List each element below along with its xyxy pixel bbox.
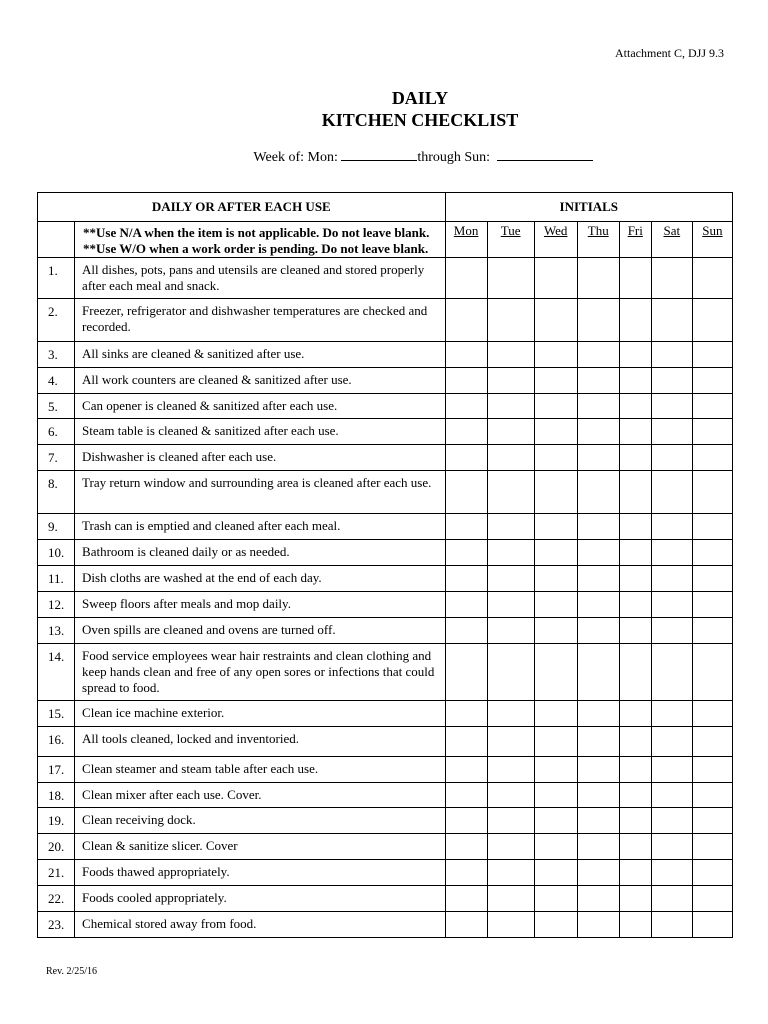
initials-cell-sun[interactable]	[692, 808, 732, 834]
item-number: 21.	[38, 860, 75, 886]
day-wed: Wed	[534, 222, 577, 258]
initials-cell-fri[interactable]	[619, 540, 651, 566]
initials-cell-tue[interactable]	[487, 701, 534, 727]
item-description: Oven spills are cleaned and ovens are turned off.	[75, 618, 446, 644]
checklist-row	[38, 514, 733, 540]
initials-cell-sat[interactable]	[651, 514, 692, 540]
initials-cell-thu[interactable]	[577, 618, 619, 644]
initials-cell-sun[interactable]	[692, 644, 732, 701]
instructions-note	[75, 222, 446, 258]
initials-cell-thu[interactable]	[577, 368, 619, 394]
initials-cell-sat[interactable]	[651, 299, 692, 342]
item-number: 16.	[38, 727, 75, 757]
initials-cell-fri[interactable]	[619, 592, 651, 618]
initials-cell-wed[interactable]	[534, 701, 577, 727]
checklist-row	[38, 299, 733, 342]
initials-cell-tue[interactable]	[487, 540, 534, 566]
item-number: 18.	[38, 783, 75, 808]
instructions-num-cell	[38, 222, 75, 258]
item-number: 20.	[38, 834, 75, 860]
initials-cell-sun[interactable]	[692, 618, 732, 644]
initials-cell-fri[interactable]	[619, 445, 651, 471]
checklist-table	[37, 192, 733, 938]
initials-cell-tue[interactable]	[487, 618, 534, 644]
initials-cell-wed[interactable]	[534, 540, 577, 566]
initials-cell-sat[interactable]	[651, 258, 692, 299]
initials-cell-tue[interactable]	[487, 834, 534, 860]
initials-cell-thu[interactable]	[577, 445, 619, 471]
initials-cell-sun[interactable]	[692, 834, 732, 860]
initials-cell-thu[interactable]	[577, 808, 619, 834]
initials-cell-fri[interactable]	[619, 514, 651, 540]
day-sun: Sun	[692, 222, 732, 258]
initials-cell-mon[interactable]	[445, 445, 487, 471]
item-description: Dish cloths are washed at the end of each day.	[75, 566, 446, 592]
table-header-row	[38, 193, 733, 222]
item-number: 14.	[38, 644, 75, 701]
attachment-label: Attachment C, DJJ 9.3	[615, 46, 724, 60]
initials-cell-sat[interactable]	[651, 912, 692, 938]
title-daily: DAILY	[391, 88, 449, 108]
initials-cell-wed[interactable]	[534, 342, 577, 368]
checklist-row	[38, 566, 733, 592]
checklist-row	[38, 912, 733, 938]
initials-cell-mon[interactable]	[445, 394, 487, 419]
day-tue: Tue	[487, 222, 534, 258]
initials-cell-mon[interactable]	[445, 757, 487, 783]
initials-cell-sun[interactable]	[692, 471, 732, 514]
initials-cell-tue[interactable]	[487, 299, 534, 342]
initials-cell-mon[interactable]	[445, 566, 487, 592]
initials-cell-tue[interactable]	[487, 808, 534, 834]
initials-cell-wed[interactable]	[534, 618, 577, 644]
item-description: All sinks are cleaned & sanitized after use.	[75, 342, 446, 368]
day-sat: Sat	[651, 222, 692, 258]
initials-cell-mon[interactable]	[445, 514, 487, 540]
day-thu: Thu	[577, 222, 619, 258]
initials-cell-fri[interactable]	[619, 618, 651, 644]
instructions-row	[38, 222, 733, 258]
checklist-row	[38, 445, 733, 471]
initials-cell-sat[interactable]	[651, 540, 692, 566]
item-description: Foods cooled appropriately.	[75, 886, 446, 912]
initials-cell-fri[interactable]	[619, 566, 651, 592]
initials-cell-mon[interactable]	[445, 783, 487, 808]
item-description: Clean & sanitize slicer. Cover	[75, 834, 446, 860]
initials-cell-sun[interactable]	[692, 566, 732, 592]
initials-cell-thu[interactable]	[577, 342, 619, 368]
initials-cell-sun[interactable]	[692, 258, 732, 299]
initials-cell-tue[interactable]	[487, 342, 534, 368]
initials-cell-wed[interactable]	[534, 368, 577, 394]
item-description: Chemical stored away from food.	[75, 912, 446, 938]
initials-cell-tue[interactable]	[487, 471, 534, 514]
initials-cell-thu[interactable]	[577, 258, 619, 299]
initials-cell-tue[interactable]	[487, 886, 534, 912]
initials-cell-thu[interactable]	[577, 540, 619, 566]
checklist-row	[38, 886, 733, 912]
initials-cell-tue[interactable]	[487, 783, 534, 808]
initials-cell-sat[interactable]	[651, 701, 692, 727]
initials-cell-tue[interactable]	[487, 445, 534, 471]
initials-cell-mon[interactable]	[445, 644, 487, 701]
item-number: 17.	[38, 757, 75, 783]
initials-cell-thu[interactable]	[577, 514, 619, 540]
initials-cell-sun[interactable]	[692, 342, 732, 368]
initials-cell-sat[interactable]	[651, 592, 692, 618]
initials-cell-tue[interactable]	[487, 912, 534, 938]
checklist-row	[38, 258, 733, 299]
checklist-row	[38, 834, 733, 860]
initials-cell-mon[interactable]	[445, 834, 487, 860]
initials-cell-fri[interactable]	[619, 886, 651, 912]
initials-cell-sun[interactable]	[692, 860, 732, 886]
initials-cell-sat[interactable]	[651, 368, 692, 394]
initials-cell-thu[interactable]	[577, 299, 619, 342]
checklist-row	[38, 394, 733, 419]
item-description: Food service employees wear hair restraints and clean clothing and keep hands clean and free of any open sores or infections that could spread to food.	[75, 644, 446, 701]
item-number: 4.	[38, 368, 75, 394]
initials-cell-mon[interactable]	[445, 618, 487, 644]
initials-cell-mon[interactable]	[445, 860, 487, 886]
week-sun-blank[interactable]	[497, 148, 593, 161]
title-kitchen-checklist: KITCHEN CHECKLIST	[321, 110, 519, 130]
initials-cell-sun[interactable]	[692, 540, 732, 566]
item-description: Steam table is cleaned & sanitized after each use.	[75, 419, 446, 445]
initials-cell-fri[interactable]	[619, 471, 651, 514]
initials-cell-thu[interactable]	[577, 701, 619, 727]
item-description: Clean mixer after each use. Cover.	[75, 783, 446, 808]
initials-cell-thu[interactable]	[577, 834, 619, 860]
initials-cell-fri[interactable]	[619, 783, 651, 808]
checklist-row	[38, 342, 733, 368]
initials-cell-mon[interactable]	[445, 342, 487, 368]
initials-cell-fri[interactable]	[619, 757, 651, 783]
week-mon-blank[interactable]	[341, 148, 417, 161]
item-description: Tray return window and surrounding area is cleaned after each use.	[75, 471, 446, 514]
day-mon: Mon	[445, 222, 487, 258]
initials-cell-thu[interactable]	[577, 757, 619, 783]
checklist-row	[38, 471, 733, 514]
initials-cell-sat[interactable]	[651, 834, 692, 860]
item-description: Foods thawed appropriately.	[75, 860, 446, 886]
initials-cell-sat[interactable]	[651, 419, 692, 445]
item-description: All dishes, pots, pans and utensils are cleaned and stored properly after each meal and snack.	[75, 258, 446, 299]
initials-cell-wed[interactable]	[534, 808, 577, 834]
checklist-row	[38, 783, 733, 808]
initials-cell-mon[interactable]	[445, 886, 487, 912]
item-number: 19.	[38, 808, 75, 834]
initials-cell-tue[interactable]	[487, 644, 534, 701]
initials-cell-fri[interactable]	[619, 368, 651, 394]
initials-cell-sun[interactable]	[692, 912, 732, 938]
item-description: Sweep floors after meals and mop daily.	[75, 592, 446, 618]
item-number: 12.	[38, 592, 75, 618]
initials-cell-mon[interactable]	[445, 727, 487, 757]
checklist-row	[38, 368, 733, 394]
note-na: **Use N/A when the item is not applicable. Do not leave blank.	[83, 225, 430, 240]
initials-cell-sun[interactable]	[692, 514, 732, 540]
initials-cell-tue[interactable]	[487, 394, 534, 419]
initials-cell-sat[interactable]	[651, 644, 692, 701]
checklist-row	[38, 727, 733, 757]
initials-cell-fri[interactable]	[619, 394, 651, 419]
initials-cell-thu[interactable]	[577, 727, 619, 757]
note-wo: **Use W/O when a work order is pending. Do not leave blank.	[83, 241, 429, 256]
initials-cell-sat[interactable]	[651, 808, 692, 834]
initials-cell-wed[interactable]	[534, 886, 577, 912]
initials-cell-thu[interactable]	[577, 592, 619, 618]
initials-cell-sun[interactable]	[692, 299, 732, 342]
daily-header: DAILY OR AFTER EACH USE	[38, 193, 446, 222]
initials-cell-mon[interactable]	[445, 808, 487, 834]
initials-cell-tue[interactable]	[487, 592, 534, 618]
checklist-row	[38, 618, 733, 644]
initials-cell-mon[interactable]	[445, 419, 487, 445]
initials-cell-wed[interactable]	[534, 445, 577, 471]
item-description: Clean steamer and steam table after each use.	[75, 757, 446, 783]
initials-cell-thu[interactable]	[577, 566, 619, 592]
item-number: 10.	[38, 540, 75, 566]
checklist-row	[38, 757, 733, 783]
initials-cell-tue[interactable]	[487, 368, 534, 394]
item-number: 5.	[38, 394, 75, 419]
checklist-row	[38, 419, 733, 445]
initials-cell-tue[interactable]	[487, 727, 534, 757]
initials-cell-thu[interactable]	[577, 394, 619, 419]
initials-cell-sat[interactable]	[651, 860, 692, 886]
item-description: All tools cleaned, locked and inventoried.	[75, 727, 446, 757]
initials-cell-wed[interactable]	[534, 258, 577, 299]
item-description: All work counters are cleaned & sanitized after use.	[75, 368, 446, 394]
initials-cell-sun[interactable]	[692, 592, 732, 618]
initials-cell-fri[interactable]	[619, 419, 651, 445]
initials-cell-mon[interactable]	[445, 540, 487, 566]
initials-cell-sun[interactable]	[692, 783, 732, 808]
week-mon-label: Week of: Mon:	[253, 150, 338, 165]
initials-cell-sun[interactable]	[692, 701, 732, 727]
initials-cell-wed[interactable]	[534, 834, 577, 860]
item-number: 7.	[38, 445, 75, 471]
initials-cell-fri[interactable]	[619, 860, 651, 886]
checklist-row	[38, 860, 733, 886]
item-number: 22.	[38, 886, 75, 912]
initials-cell-thu[interactable]	[577, 912, 619, 938]
item-number: 9.	[38, 514, 75, 540]
initials-cell-sat[interactable]	[651, 783, 692, 808]
initials-cell-thu[interactable]	[577, 419, 619, 445]
initials-cell-sat[interactable]	[651, 471, 692, 514]
item-description: Clean receiving dock.	[75, 808, 446, 834]
initials-cell-thu[interactable]	[577, 860, 619, 886]
initials-cell-wed[interactable]	[534, 566, 577, 592]
initials-cell-tue[interactable]	[487, 757, 534, 783]
initials-cell-thu[interactable]	[577, 471, 619, 514]
week-sun-label: through Sun:	[417, 150, 491, 165]
item-description: Can opener is cleaned & sanitized after each use.	[75, 394, 446, 419]
initials-cell-wed[interactable]	[534, 757, 577, 783]
initials-cell-fri[interactable]	[619, 834, 651, 860]
initials-cell-wed[interactable]	[534, 860, 577, 886]
initials-cell-mon[interactable]	[445, 299, 487, 342]
initials-cell-wed[interactable]	[534, 592, 577, 618]
initials-cell-sun[interactable]	[692, 886, 732, 912]
initials-cell-sat[interactable]	[651, 886, 692, 912]
item-number: 8.	[38, 471, 75, 514]
item-number: 3.	[38, 342, 75, 368]
initials-cell-sun[interactable]	[692, 757, 732, 783]
initials-cell-mon[interactable]	[445, 592, 487, 618]
initials-cell-mon[interactable]	[445, 701, 487, 727]
item-description: Bathroom is cleaned daily or as needed.	[75, 540, 446, 566]
initials-cell-sat[interactable]	[651, 445, 692, 471]
initials-cell-fri[interactable]	[619, 342, 651, 368]
checklist-row	[38, 701, 733, 727]
initials-cell-sat[interactable]	[651, 618, 692, 644]
revision-label: Rev. 2/25/16	[46, 966, 98, 977]
week-of-line	[0, 148, 768, 166]
initials-cell-thu[interactable]	[577, 886, 619, 912]
initials-cell-thu[interactable]	[577, 783, 619, 808]
initials-header: INITIALS	[445, 193, 732, 222]
initials-cell-sat[interactable]	[651, 394, 692, 419]
checklist-row	[38, 644, 733, 701]
initials-cell-thu[interactable]	[577, 644, 619, 701]
initials-cell-sat[interactable]	[651, 566, 692, 592]
initials-cell-tue[interactable]	[487, 419, 534, 445]
initials-cell-sun[interactable]	[692, 445, 732, 471]
item-number: 13.	[38, 618, 75, 644]
initials-cell-fri[interactable]	[619, 727, 651, 757]
initials-cell-fri[interactable]	[619, 644, 651, 701]
item-number: 1.	[38, 258, 75, 299]
initials-cell-tue[interactable]	[487, 258, 534, 299]
initials-cell-mon[interactable]	[445, 471, 487, 514]
initials-cell-sat[interactable]	[651, 727, 692, 757]
initials-cell-tue[interactable]	[487, 566, 534, 592]
item-number: 15.	[38, 701, 75, 727]
initials-cell-wed[interactable]	[534, 394, 577, 419]
initials-cell-wed[interactable]	[534, 644, 577, 701]
item-number: 11.	[38, 566, 75, 592]
initials-cell-tue[interactable]	[487, 860, 534, 886]
initials-cell-fri[interactable]	[619, 808, 651, 834]
initials-cell-mon[interactable]	[445, 258, 487, 299]
initials-cell-fri[interactable]	[619, 299, 651, 342]
checklist-row	[38, 540, 733, 566]
initials-cell-sun[interactable]	[692, 394, 732, 419]
initials-cell-wed[interactable]	[534, 514, 577, 540]
initials-cell-wed[interactable]	[534, 727, 577, 757]
initials-cell-tue[interactable]	[487, 514, 534, 540]
initials-cell-wed[interactable]	[534, 912, 577, 938]
checklist-row	[38, 808, 733, 834]
item-description: Clean ice machine exterior.	[75, 701, 446, 727]
item-description: Trash can is emptied and cleaned after each meal.	[75, 514, 446, 540]
initials-cell-mon[interactable]	[445, 368, 487, 394]
initials-cell-sat[interactable]	[651, 342, 692, 368]
initials-cell-sat[interactable]	[651, 757, 692, 783]
initials-cell-mon[interactable]	[445, 912, 487, 938]
initials-cell-wed[interactable]	[534, 783, 577, 808]
initials-cell-wed[interactable]	[534, 299, 577, 342]
initials-cell-sun[interactable]	[692, 727, 732, 757]
initials-cell-fri[interactable]	[619, 912, 651, 938]
item-description: Dishwasher is cleaned after each use.	[75, 445, 446, 471]
item-number: 6.	[38, 419, 75, 445]
item-description: Freezer, refrigerator and dishwasher temperatures are checked and recorded.	[75, 299, 446, 342]
item-number: 23.	[38, 912, 75, 938]
initials-cell-sun[interactable]	[692, 368, 732, 394]
checklist-row	[38, 592, 733, 618]
initials-cell-fri[interactable]	[619, 701, 651, 727]
initials-cell-wed[interactable]	[534, 419, 577, 445]
initials-cell-fri[interactable]	[619, 258, 651, 299]
item-number: 2.	[38, 299, 75, 342]
initials-cell-sun[interactable]	[692, 419, 732, 445]
day-fri: Fri	[619, 222, 651, 258]
initials-cell-wed[interactable]	[534, 471, 577, 514]
